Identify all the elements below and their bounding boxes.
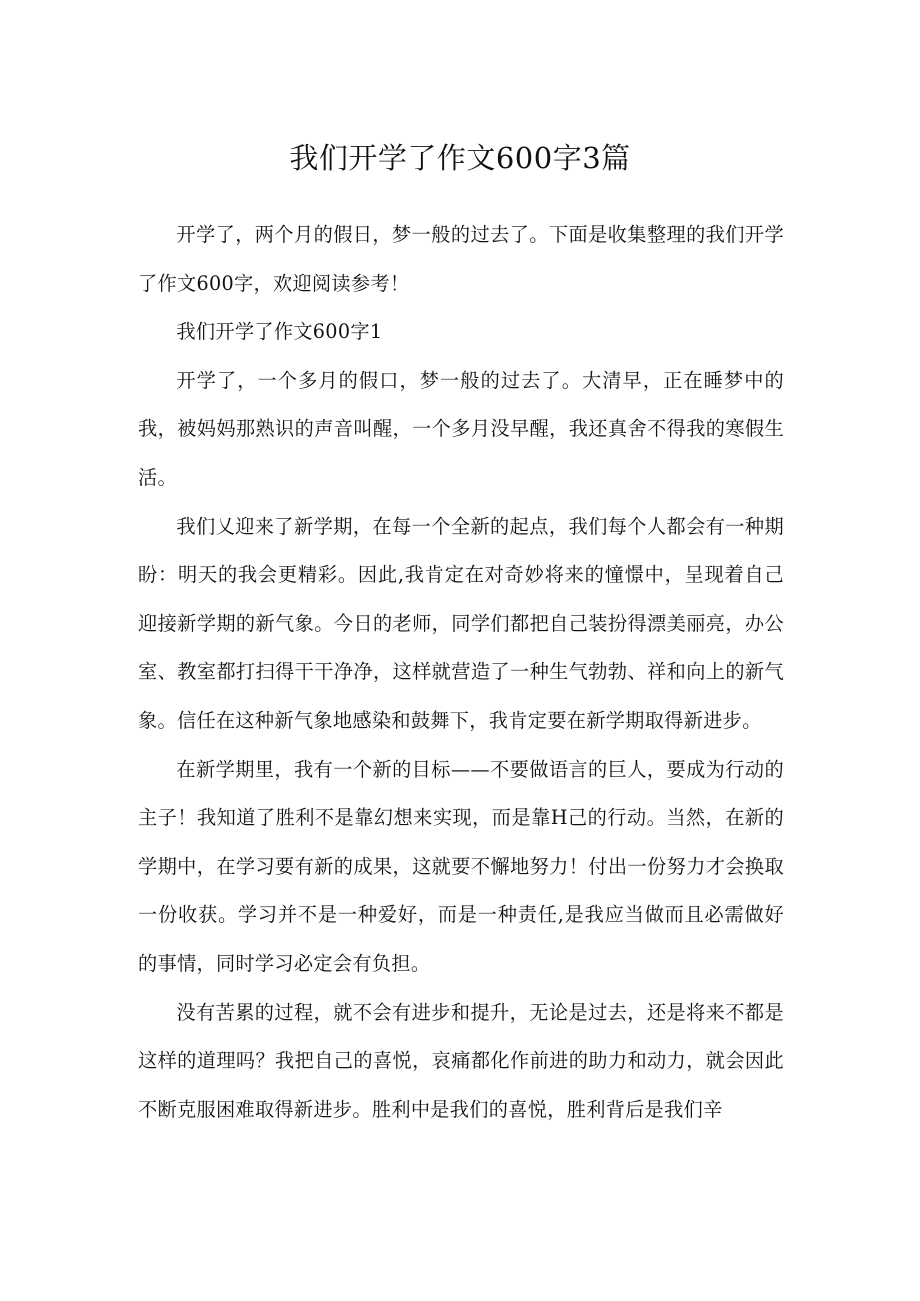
document-body: [138, 211, 784, 1134]
essay-heading: 我们开学了作文600字1: [176, 320, 383, 344]
body-paragraph: 开学了，一个多月的假口，梦一般的过去了。大清早，正在睡梦中的我，被妈妈那熟识的声音叫醒，一个多月没早醒，我还真舍不得我的寒假生活。: [138, 368, 784, 489]
document-title: 我们开学了作文600字3篇: [289, 141, 631, 175]
body-paragraph: 我们乂迎来了新学期，在每一个全新的起点，我们每个人都会有一种期盼：明天的我会更精彩。因此,我肯定在对奇妙将来的憧憬中，呈现着自己迎接新学期的新气象。今日的老师，同学们都把自己装扮得漂美丽亮，办公室、教室都打扫得干干净净，这样就营造了一种生气勃勃、祥和向上的新气象。信任在这种新气象地感染和鼓舞下，我肯定要在新学期取得新进步。: [138, 514, 784, 732]
body-paragraph: 没有苦累的过程，就不会有进步和提升，无论是过去，还是将来不都是这样的道理吗？我把自己的喜悦，哀痛都化作前进的助力和动力，就会因此不断克服困难取得新进步。胜利中是我们的喜悦，胜利背后是我们辛: [138, 1000, 784, 1121]
intro-paragraph: 开学了，两个月的假日，梦一般的过去了。下面是收集整理的我们开学了作文600字，欢迎阅读参考！: [138, 223, 784, 295]
body-paragraph: 在新学期里，我有一个新的目标——不要做语言的巨人，要成为行动的主子！我知道了胜利不是靠幻想来实现，而是靠H己的行动。当然，在新的学期中，在学习要有新的成果，这就要不懈地努力！付出一份努力才会换取一份收获。学习并不是一种爱好，而是一种责任,是我应当做而且必需做好的事情，同时学习必定会有负担。: [138, 757, 784, 975]
